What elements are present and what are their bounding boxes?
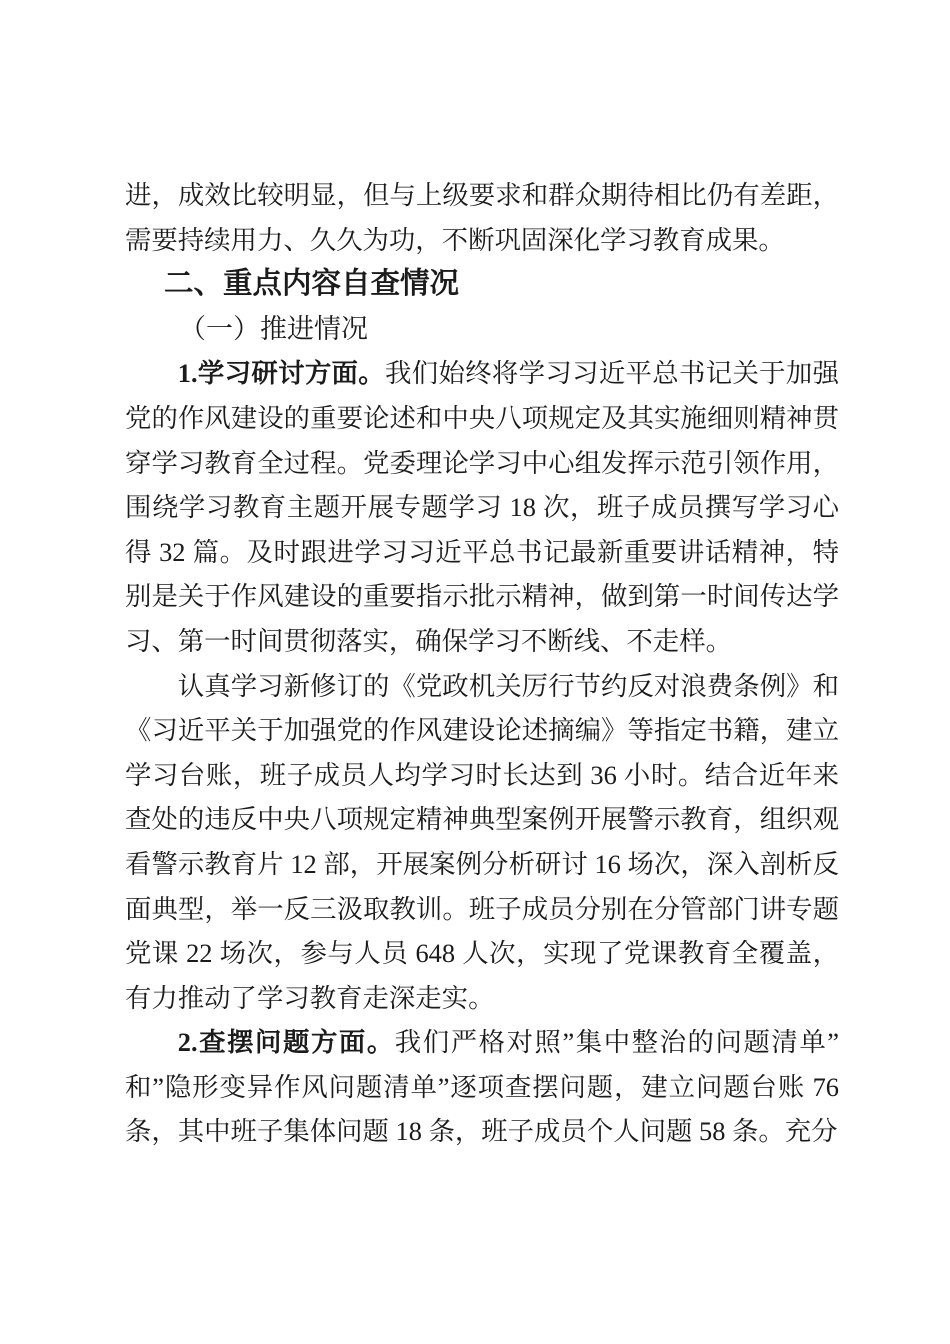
paragraph-text-problem-check: 我们严格对照”集中整治的问题清单”和”隐形变异作风问题清单”逐项查摆问题，建立问题台账 76 条，其中班子集体问题 18 条，班子成员个人问题 58 条。充分: [125, 1027, 839, 1147]
paragraph-continuation: 进，成效比较明显，但与上级要求和群众期待相比仍有差距，需要持续用力、久久为功，不断巩固深化学习教育成果。: [125, 180, 839, 255]
paragraph-lead-study-discussion: 1.学习研讨方面。: [177, 358, 386, 389]
paragraph-lead-problem-check: 2.查摆问题方面。: [177, 1027, 395, 1058]
paragraph-problem-check: [125, 1020, 839, 1154]
paragraph-study-discussion: [125, 351, 839, 663]
document-body: [125, 173, 839, 1154]
section-heading: 二、重点内容自查情况: [164, 267, 460, 301]
paragraph-reading-ledger: [125, 664, 839, 1021]
paragraph-text-reading-ledger: 认真学习新修订的《党政机关厉行节约反对浪费条例》和《习近平关于加强党的作风建设论述摘编》等指定书籍，建立学习台账，班子成员人均学习时长达到 36 小时。结合近年来查处的违反中央八项规定精神典型案例开展警示教育，组织观看警示教育片 12 部，开展案例分析研讨 16 场次，深入剖析反面典型，举一反三汲取教训。班子成员分别在分管部门讲专题党课 22 场次，参与人员 648 人次，实现了党课教育全覆盖，有力推动了学习教育走深走实。: [125, 670, 839, 1013]
subsection-heading: （一）推进情况: [179, 313, 368, 344]
paragraph-text-study-discussion: 我们始终将学习习近平总书记关于加强党的作风建设的重要论述和中央八项规定及其实施细则精神贯穿学习教育全过程。党委理论学习中心组发挥示范引领作用，围绕学习教育主题开展专题学习 18 次，班子成员撰写学习心得 32 篇。及时跟进学习习近平总书记最新重要讲话精神，特别是关于作风建设的重要指示批示精神，做到第一时间传达学习、第一时间贯彻落实，确保学习不断线、不走样。: [125, 358, 840, 656]
